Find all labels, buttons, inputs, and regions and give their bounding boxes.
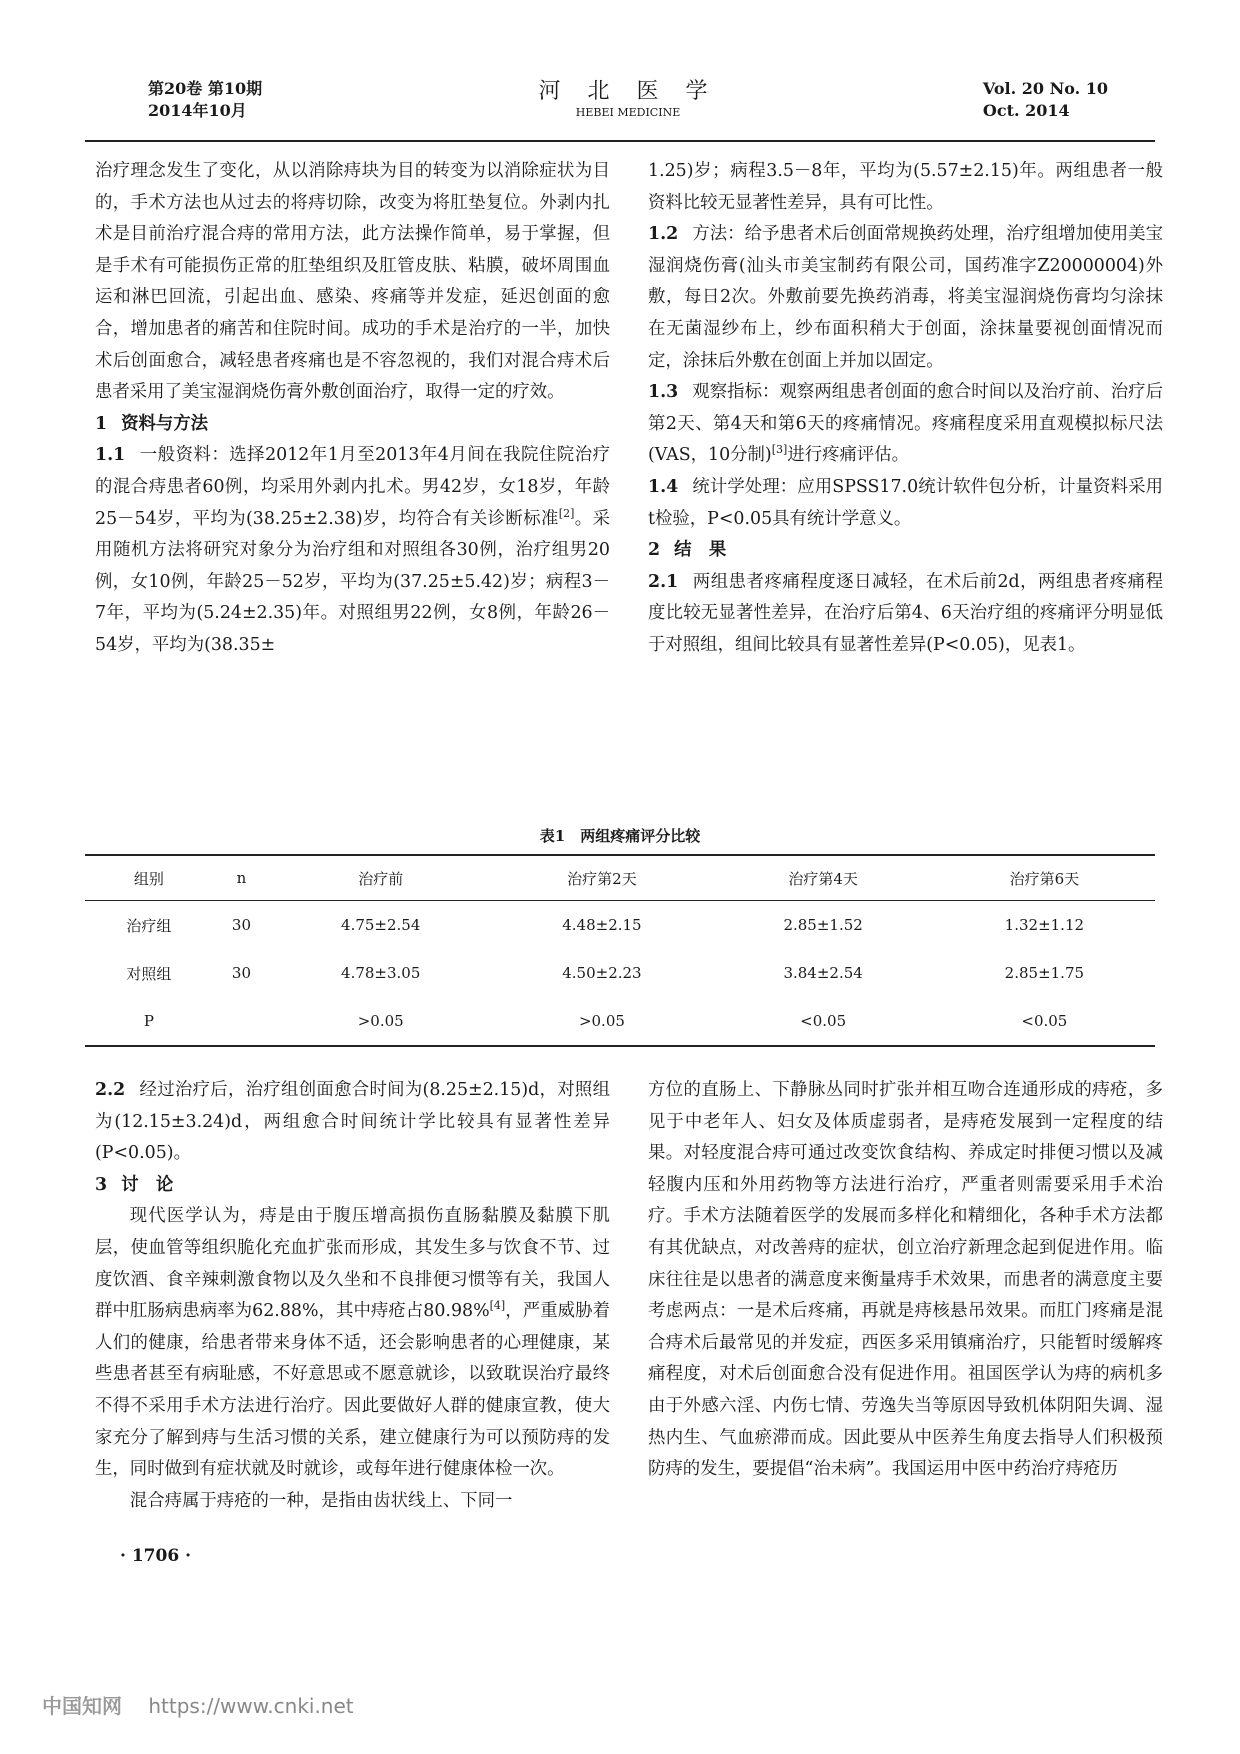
volume-en: Vol. 20 No. 10 [982,79,1108,98]
table-cell: 1.32±1.12 [1004,916,1085,934]
table-cell [213,997,270,1046]
table-header-cell: 治疗第2天 [491,855,712,901]
table-header-cell: n [213,855,270,901]
table-cell: 治疗组 [126,916,172,935]
table-title: 表1 两组疼痛评分比较 [539,827,701,845]
table-header-row [85,855,1155,901]
table-row [85,901,1155,950]
citation: [4] [489,1299,506,1313]
table-cell: P [85,997,213,1046]
section-2-2: 2.2 经过治疗后，治疗组创面愈合时间为(8.25±2.15)d，对照组为(12.15±3.24)d，两组愈合时间统计学比较具有显著性差异(P<0.05)。 [95,1080,610,1164]
column-left-top [95,156,610,662]
watermark-footer [42,1690,354,1719]
column-right-top [648,156,1163,662]
table-cell: 30 [231,964,251,982]
discussion-paragraph-continued: 方位的直肠上、下静脉丛同时扩张并相互吻合连通形成的痔疮，多见于中老年人、妇女及体质虚弱者，是痔疮发展到一定程度的结果。对轻度混合痔可通过改变饮食结构、养成定时排便习惯以及减轻腹内压和外用药物等方法进行治疗，严重者则需要采用手术治疗。手术方法随着医学的发展而多样化和精细化，各种手术方法都有其优缺点，对改善痔的症状，创立治疗新理念起到促进作用。临床往往是以患者的满意度来衡量痔手术效果，而患者的满意度主要考虑两点：一是术后疼痛，再就是痔核悬吊效果。而肛门疼痛是混合痔术后最常见的并发症，西医多采用镇痛治疗，只能暂时缓解疼痛程度，对术后创面愈合没有促进作用。祖国医学认为痔的病机多由于外感六淫、内伤七情、劳逸失当等原因导致机体阴阳失调、湿热内生、气血瘀滞而成。因此要从中医养生角度去指导人们积极预防痔的发生，要提倡“治未病”。我国运用中医中药治疗痔疮历 [648,1080,1163,1480]
citation: [2] [558,506,575,520]
header-rule [85,140,1155,142]
table-header-cell: 治疗第6天 [934,855,1155,901]
table-cell: 4.78±3.05 [341,964,421,982]
section-2-1: 2.1 两组患者疼痛程度逐日减轻，在术后前2d，两组患者疼痛程度比较无显著性差异，在治疗后第4、6天治疗组的疼痛评分明显低于对照组，组间比较具有显著性差异(P<0.05)，见表1。 [648,571,1163,655]
section-1-3: 1.3 观察指标：观察两组患者创面的愈合时间以及治疗前、治疗后第2天、第4天和第6天的疼痛情况。疼痛程度采用直观模拟标尺法(VAS，10分制)[3]进行疼痛评估。 [648,382,1163,466]
table-cell: <0.05 [713,997,934,1046]
table-cell: >0.05 [270,997,491,1046]
date-en: Oct. 2014 [982,101,1070,120]
section-1-2: 1.2 方法：给予患者术后创面常规换药处理，治疗组增加使用美宝湿润烧伤膏(汕头市美宝制药有限公司，国药准字Z20000004)外敷，每日2次。外敷前要先换药消毒，将美宝湿润烧伤膏均匀涂抹在无菌湿纱布上，纱布面积稍大于创面，涂抹量要视创面情况而定，涂抹后外敷在创面上并加以固定。 [648,224,1163,371]
table-cell: 3.84±2.54 [783,964,863,982]
journal-title [148,78,1108,120]
section-1-4: 1.4 统计学处理：应用SPSS17.0统计软件包分析，计量资料采用t检验，P<0.05具有统计学意义。 [648,476,1163,529]
page-header [148,78,1108,138]
discussion-paragraph-2: 混合痔属于痔疮的一种，是指由齿状线上、下同一 [129,1490,513,1511]
section-1-1: 1.1 一般资料：选择2012年1月至2013年4月间在我院住院治疗的混合痔患者60例，均采用外剥内扎术。男42岁，女18岁，年龄25－54岁，平均为(38.25±2.38)岁，均符合有关诊断标准[2]。采用随机方法将研究对象分为治疗组和对照组各30例，治疗组男20例，女10例，年龄25－52岁，平均为(37.25±5.42)岁；病程3－7年，平均为(5.24±2.35)年。对照组男22例，女8例，年龄26－54岁，平均为(38.35± [95,445,610,655]
section-heading-2: 2 结 果 [648,540,727,561]
section-heading-3: 3 讨 论 [95,1174,174,1195]
column-left-bottom [95,1075,610,1517]
date-cn: 2014年10月 [148,101,247,120]
page-number: · 1706 · [120,1546,191,1566]
table-cell: 4.75±2.54 [341,916,421,934]
cnki-logo: 中国知网 [42,1694,122,1718]
table-header-cell: 治疗第4天 [713,855,934,901]
table-header-cell: 组别 [85,855,213,901]
table-cell: 4.48±2.15 [562,916,642,934]
table-cell: 4.50±2.23 [562,964,642,982]
table-cell: 2.85±1.52 [783,916,863,934]
journal-title-cn: 河 北 医 学 [538,79,718,104]
section-heading-1: 1 资料与方法 [95,413,209,434]
cnki-url: https://www.cnki.net [148,1694,354,1718]
table-cell: 2.85±1.75 [1004,964,1085,982]
table-row [85,949,1155,997]
citation: [3] [771,443,788,457]
intro-paragraph: 治疗理念发生了变化，从以消除痔块为目的转变为以消除症状为目的，手术方法也从过去的将痔切除，改变为将肛垫复位。外剥内扎术是目前治疗混合痔的常用方法，此方法操作简单，易于掌握，但是手术有可能损伤正常的肛垫组织及肛管皮肤、粘膜，破坏周围血运和淋巴回流，引起出血、感染、疼痛等并发症，延迟创面的愈合，增加患者的痛苦和住院时间。成功的手术是治疗的一半，加快术后创面愈合，减轻患者疼痛也是不容忽视的，我们对混合痔术后患者采用了美宝湿润烧伤膏外敷创面治疗，取得一定的疗效。 [95,161,610,403]
table-cell: >0.05 [491,997,712,1046]
volume-cn: 第20卷 第10期 [148,79,263,98]
table-cell: 30 [231,916,251,934]
table-cell: <0.05 [934,997,1155,1046]
pain-score-table [85,854,1155,1047]
continued-paragraph: 1.25)岁；病程3.5－8年，平均为(5.57±2.15)年。两组患者一般资料比较无显著性差异，具有可比性。 [648,161,1163,213]
column-right-bottom [648,1075,1163,1486]
header-right [983,78,1108,122]
table-header-cell: 治疗前 [270,855,491,901]
discussion-paragraph-1: 现代医学认为，痔是由于腹压增高损伤直肠黏膜及黏膜下肌层，使血管等组织脆化充血扩张而形成，其发生多与饮食不节、过度饮酒、食辛辣刺激食物以及久坐和不良排便习惯等有关，我国人群中肛肠病患病率为62.88%，其中痔疮占80.98%[4]，严重威胁着人们的健康，给患者带来身体不适，还会影响患者的心理健康，某些患者甚至有病耻感，不好意思或不愿意就诊，以致耽误治疗最终不得不采用手术方法进行治疗。因此要做好人群的健康宣教，使大家充分了解到痔与生活习惯的关系，建立健康行为可以预防痔的发生，同时做到有症状就及时就诊，或每年进行健康体检一次。 [95,1206,610,1480]
journal-title-en: HEBEI MEDICINE [575,106,681,119]
table-row [85,997,1155,1046]
table-cell: 对照组 [126,964,172,983]
